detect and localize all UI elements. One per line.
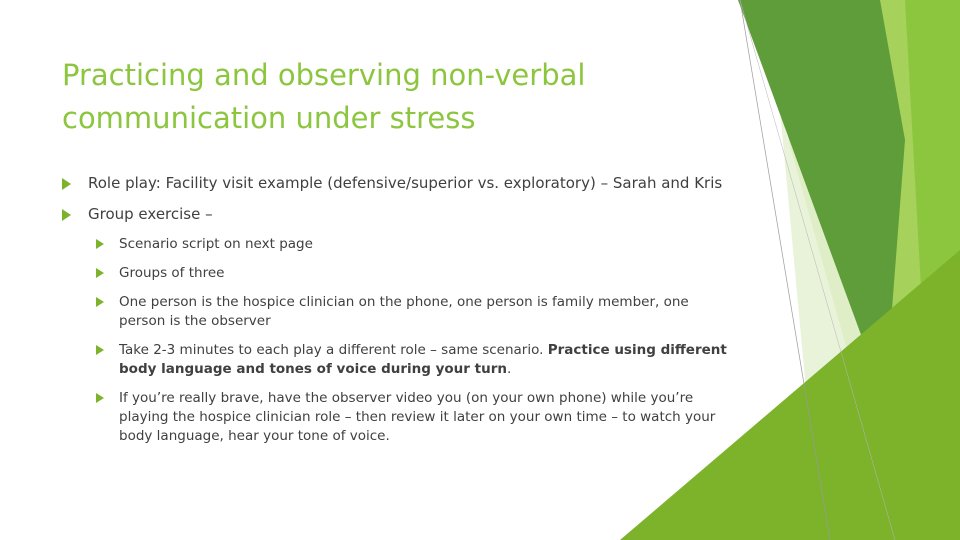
triangle-bullet-icon (96, 345, 104, 355)
slide-content (62, 173, 732, 456)
sub-bullet-text: One person is the hospice clinician on the phone, one person is family member, one person is the observer (119, 294, 689, 329)
sub-bullet-text: Take 2-3 minutes to each play a different role – same scenario. (119, 342, 548, 358)
sub-bullet-text-end: . (507, 361, 512, 377)
triangle-bullet-icon (96, 268, 104, 278)
sub-bullet-text: Scenario script on next page (119, 236, 313, 252)
page-number: 21 (710, 484, 722, 494)
triangle-bullet-icon (96, 393, 104, 403)
bullet-role-play (62, 173, 732, 194)
bullet-group-exercise (62, 204, 732, 225)
sub-bullet-text: Groups of three (119, 265, 225, 281)
sub-bullet-bold-text: Practice using different body language and tones of voice during your turn (119, 342, 727, 377)
sub-bullet-take-turns (62, 341, 732, 379)
slide-title: Practicing and observing non-verbal communication under stress (62, 58, 586, 135)
bullet-text: Group exercise – (88, 205, 213, 223)
sub-bullet-scenario (62, 235, 732, 254)
triangle-bullet-icon (96, 239, 104, 249)
sub-bullet-roles (62, 293, 732, 331)
triangle-bullet-icon (62, 209, 71, 221)
sub-bullet-video (62, 389, 732, 446)
sub-bullet-text: If you’re really brave, have the observer video you (on your own phone) while you’re playing the hospice clinician role – then review it later on your own time – to watch your body language, hear your tone of voice. (119, 390, 716, 444)
triangle-bullet-icon (96, 297, 104, 307)
bullet-text: Role play: Facility visit example (defensive/superior vs. exploratory) – Sarah and Kris (88, 174, 723, 192)
sub-bullet-groups (62, 264, 732, 283)
triangle-bullet-icon (62, 178, 71, 190)
